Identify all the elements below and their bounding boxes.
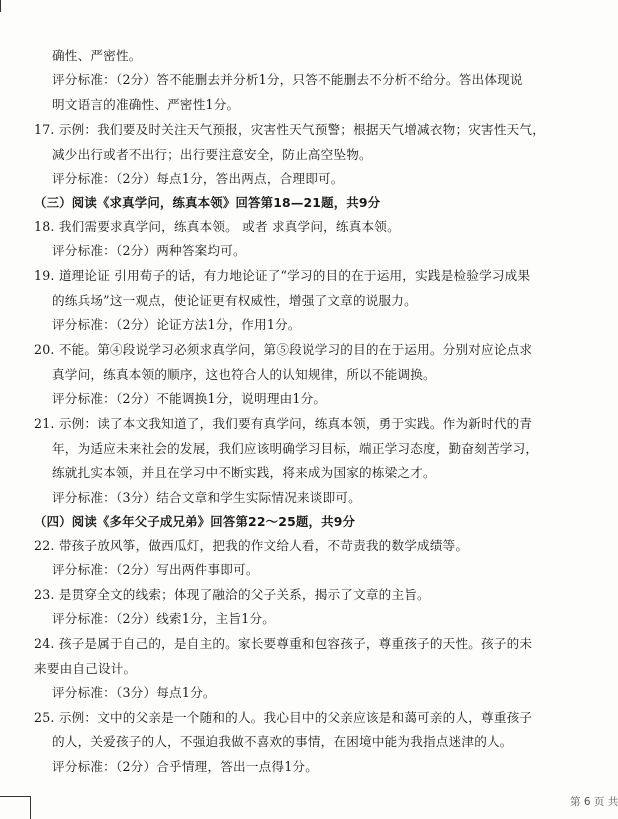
text-line: 的人，关爱孩子的人，不强迫我做不喜欢的事情，在困境中能为我指点迷津的人。 [52, 734, 513, 749]
page-number: 第 6 页 共 [570, 796, 618, 808]
text-line: 24. 孩子是属于自己的，是自主的。家长要尊重和包容孩子，尊重孩子的天性。孩子的未 [34, 636, 533, 651]
text-line: 19. 道理论证 引用荀子的话，有力地论证了“学习的目的在于运用，实践是检验学习成果 [34, 268, 531, 283]
text-line: 25. 示例：文中的父亲是一个随和的人。我心目中的父亲应该是和蔼可亲的人，尊重孩子 [34, 710, 533, 725]
text-line: 练就扎实本领，并且在学习中不断实践，将来成为国家的栋梁之才。 [52, 465, 436, 480]
text-line: 评分标准：（2分）答不能删去并分析1分，只答不能删去不分析不给分。答出体现说 [52, 72, 523, 87]
text-line: 年，为适应未来社会的发展，我们应该明确学习目标，端正学习态度，勤奋刻苦学习， [52, 441, 539, 456]
text-line: 评分标准：（3分）结合文章和学生实际情况来谈即可。 [52, 490, 361, 505]
text-line: 来要由自己设计。 [34, 661, 137, 676]
text-line: 评分标准：（3分）每点1分。 [52, 685, 216, 700]
section-heading: （三）阅读《求真学问，练真本领》回答第18—21题，共9分 [34, 195, 381, 210]
text-line: 22. 带孩子放风筝，做西瓜灯，把我的作文给人看，不苛责我的数学成绩等。 [34, 538, 469, 553]
text-line: 评分标准：（2分）不能调换1分，说明理由1分。 [52, 391, 327, 406]
text-line: 18. 我们需要求真学问，练真本领。 或者 求真学问，练真本领。 [34, 219, 400, 234]
text-line: 评分标准：（2分）合乎情理，答出一点得1分。 [52, 759, 318, 774]
section-heading: （四）阅读《多年父子成兄弟》回答第22～25题，共9分 [34, 514, 356, 529]
text-line: 明文语言的准确性、严密性1分。 [52, 97, 240, 112]
text-line: 的练兵场”这一观点，使论证更有权威性，增强了文章的说服力。 [52, 293, 417, 308]
crop-mark-top [0, 0, 1, 12]
text-line: 评分标准：（2分）两种答案均可。 [52, 243, 246, 258]
text-line: 17. 示例：我们要及时关注天气预报，灾害性天气预警；根据天气增减衣物；灾害性天气， [34, 122, 545, 137]
crop-mark-bottom-h [0, 796, 30, 797]
text-line: 确性、严密性。 [52, 48, 142, 63]
text-line: 真学问，练真本领的顺序，这也符合人的认知规律，所以不能调换。 [52, 367, 436, 382]
text-line: 23. 是贯穿全文的线索；体现了融洽的父子关系，揭示了文章的主旨。 [34, 587, 430, 602]
text-line: 20. 不能。第④段说学习必须求真学问，第⑤段说学习的目的在于运用。分别对应论点求 [34, 342, 533, 357]
text-line: 评分标准：（2分）论证方法1分，作用1分。 [52, 317, 301, 332]
text-line: 评分标准：（2分）线索1分，主旨1分。 [52, 611, 276, 626]
text-line: 评分标准：（2分）写出两件事即可。 [52, 562, 259, 577]
text-line: 评分标准：（2分）每点1分，答出两点，合理即可。 [52, 171, 344, 186]
crop-mark-bottom-v [30, 796, 31, 819]
text-line: 减少出行或者不出行；出行要注意安全，防止高空坠物。 [52, 147, 372, 162]
text-line: 21. 示例：读了本文我知道了，我们要有真学问，练真本领，勇于实践。作为新时代的青 [34, 416, 533, 431]
